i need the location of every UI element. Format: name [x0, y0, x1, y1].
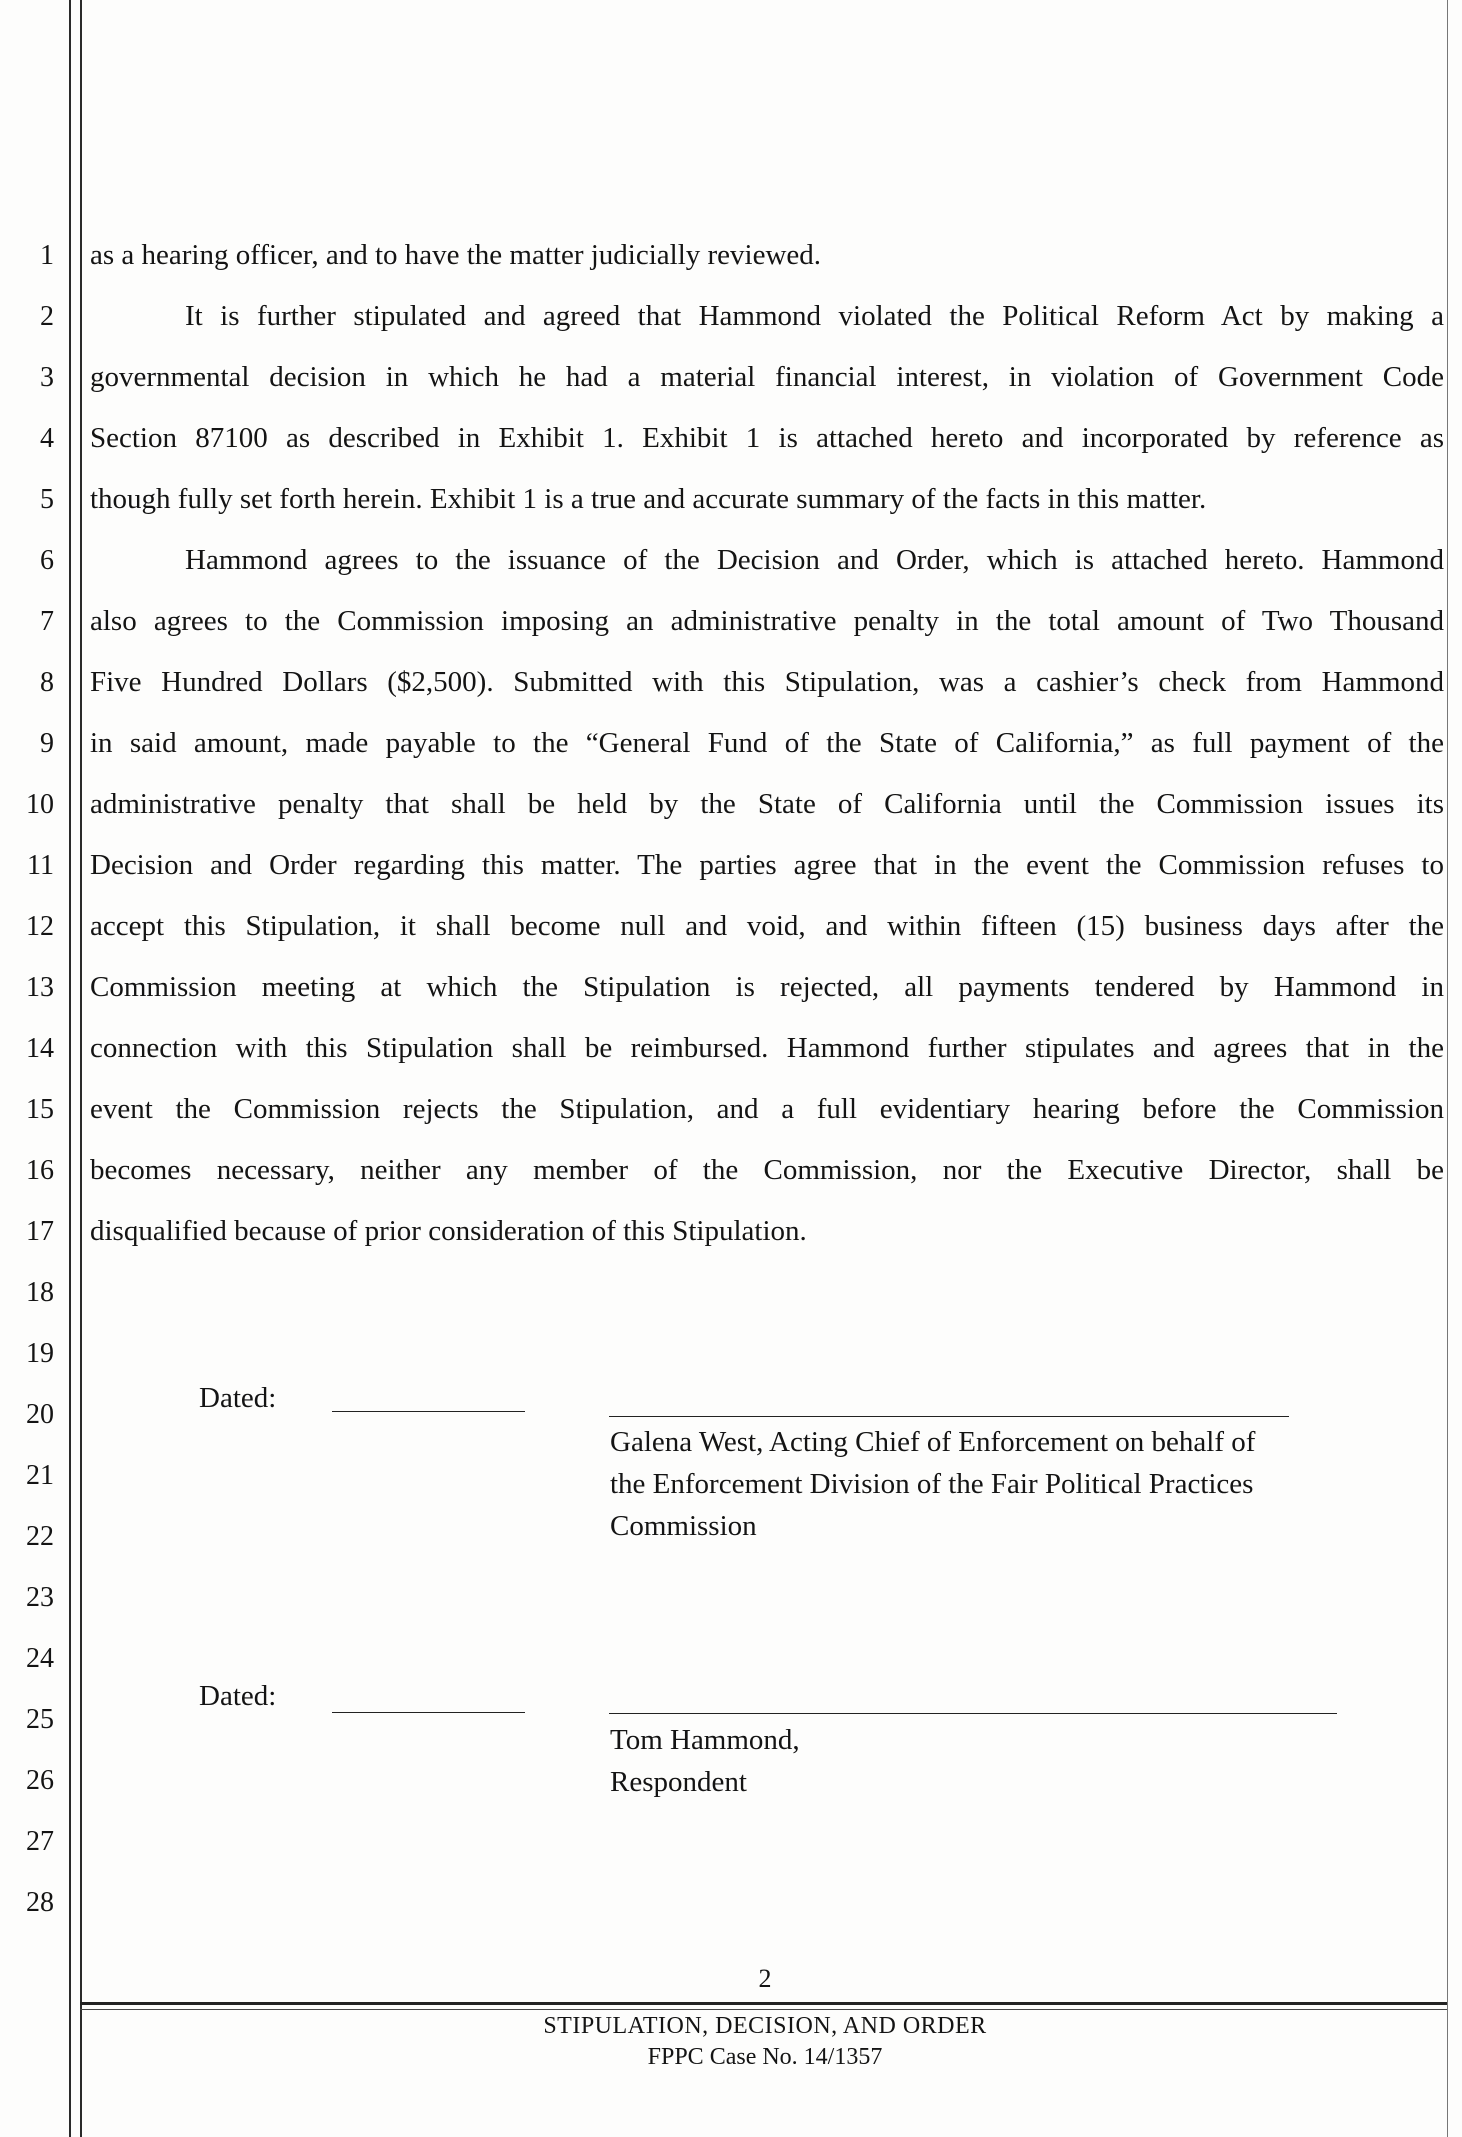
line-number: 11	[27, 850, 54, 881]
line-number: 23	[26, 1582, 54, 1613]
body-line: Section 87100 as described in Exhibit 1. Exhibit 1 is attached hereto and incorporated by reference as	[90, 422, 1444, 454]
date-line[interactable]	[332, 1411, 525, 1412]
line-number: 19	[26, 1338, 54, 1369]
line-number: 14	[26, 1033, 54, 1064]
body-line: though fully set forth herein. Exhibit 1 is a true and accurate summary of the facts in this matter.	[90, 483, 1207, 515]
line-number: 17	[26, 1216, 54, 1247]
right-margin-rule	[1447, 0, 1448, 2137]
dated-label: Dated:	[199, 1382, 277, 1414]
signature-line[interactable]	[609, 1713, 1337, 1714]
body-line: Five Hundred Dollars ($2,500). Submitted with this Stipulation, was a cashier’s check from Hammond	[90, 666, 1444, 698]
line-number: 22	[26, 1521, 54, 1552]
line-number: 27	[26, 1826, 54, 1857]
line-number: 4	[40, 423, 54, 454]
signatory-title: the Enforcement Division of the Fair Political Practices	[610, 1468, 1254, 1500]
left-margin-rule	[69, 0, 71, 2137]
line-number: 13	[26, 972, 54, 1003]
body-line: Decision and Order regarding this matter. The parties agree that in the event the Commission refuses to	[90, 849, 1444, 881]
line-number: 28	[26, 1887, 54, 1918]
body-line: accept this Stipulation, it shall become null and void, and within fifteen (15) business days after the	[90, 910, 1444, 942]
signatory-name: Tom Hammond,	[610, 1724, 800, 1756]
line-number: 25	[26, 1704, 54, 1735]
footer-case-number: FPPC Case No. 14/1357	[647, 2044, 883, 2070]
page-number: 2	[758, 1964, 772, 1993]
body-line: disqualified because of prior consideration of this Stipulation.	[90, 1215, 807, 1247]
date-line[interactable]	[332, 1712, 525, 1713]
line-number: 12	[26, 911, 54, 942]
line-number: 1	[40, 240, 54, 271]
line-number: 6	[40, 545, 54, 576]
left-margin-rule-inner	[80, 0, 82, 2137]
dated-label: Dated:	[199, 1680, 277, 1712]
body-line: as a hearing officer, and to have the matter judicially reviewed.	[90, 239, 822, 271]
body-line: administrative penalty that shall be held by the State of California until the Commission issues its	[90, 788, 1444, 820]
line-number: 3	[40, 362, 54, 393]
line-number: 16	[26, 1155, 54, 1186]
line-number: 2	[40, 301, 54, 332]
line-number: 10	[26, 789, 54, 820]
footer-title: STIPULATION, DECISION, AND ORDER	[543, 2013, 987, 2039]
line-number: 9	[40, 728, 54, 759]
signatory-title: Commission	[610, 1510, 757, 1542]
line-number: 24	[26, 1643, 54, 1674]
line-number: 20	[26, 1399, 54, 1430]
body-line: becomes necessary, neither any member of the Commission, nor the Executive Director, shall be	[90, 1154, 1444, 1186]
signatory-name: Galena West, Acting Chief of Enforcement on behalf of	[610, 1426, 1256, 1458]
footer-rule	[80, 2002, 1447, 2005]
line-number: 15	[26, 1094, 54, 1125]
line-number: 8	[40, 667, 54, 698]
signatory-title: Respondent	[610, 1766, 747, 1798]
line-number: 18	[26, 1277, 54, 1308]
body-line: Hammond agrees to the issuance of the Decision and Order, which is attached hereto. Hammond	[185, 544, 1444, 576]
body-line: It is further stipulated and agreed that Hammond violated the Political Reform Act by making a	[185, 300, 1444, 332]
body-line: also agrees to the Commission imposing an administrative penalty in the total amount of Two Thousand	[90, 605, 1444, 637]
line-number: 5	[40, 484, 54, 515]
body-line: Commission meeting at which the Stipulation is rejected, all payments tendered by Hammond in	[90, 971, 1444, 1003]
body-line: connection with this Stipulation shall be reimbursed. Hammond further stipulates and agrees that in the	[90, 1032, 1444, 1064]
body-line: in said amount, made payable to the “General Fund of the State of California,” as full payment of the	[90, 727, 1444, 759]
line-number: 21	[26, 1460, 54, 1491]
footer-rule-thin	[80, 2009, 1447, 2010]
line-number: 26	[26, 1765, 54, 1796]
body-line: governmental decision in which he had a material financial interest, in violation of Government Code	[90, 361, 1444, 393]
line-number: 7	[40, 606, 54, 637]
signature-line[interactable]	[609, 1416, 1289, 1417]
body-line: event the Commission rejects the Stipulation, and a full evidentiary hearing before the Commission	[90, 1093, 1444, 1125]
